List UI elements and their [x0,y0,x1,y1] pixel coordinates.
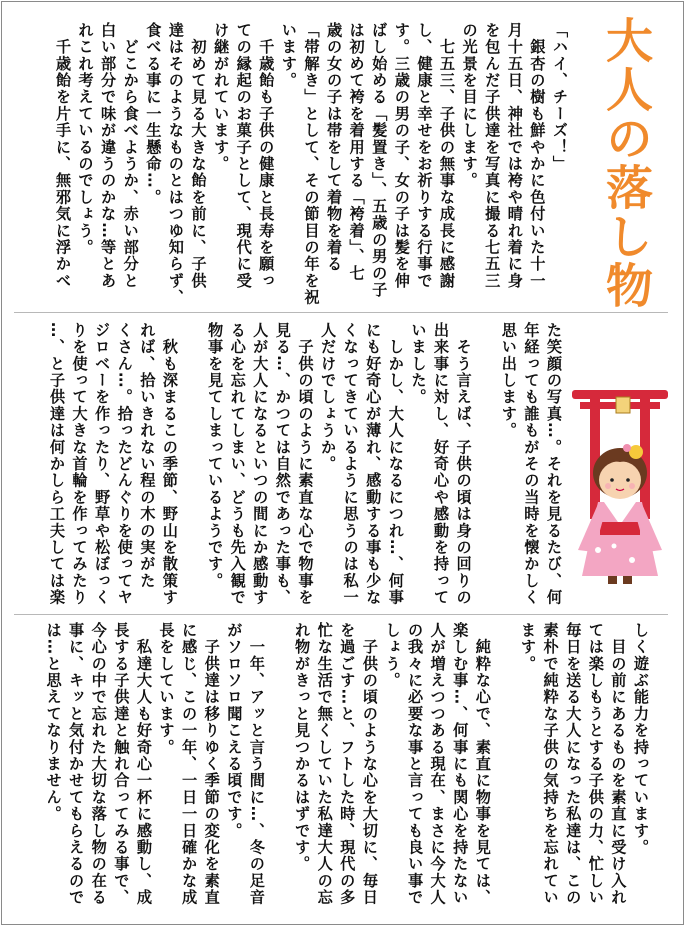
article-line: くさん…。拾ったどんぐりを使ってヤ [115,322,134,606]
article-line: 月十五日、神社では袴や晴れ着に身 [505,22,524,290]
article-line: 千歳飴も子供の健康と長寿を願っ [257,22,276,290]
article-line: ての縁起のお菓子として、現代に受 [234,22,253,290]
article-line: しかし、大人になるにつれ…、何事 [386,322,405,606]
article-line: 「ハイ、チーズ！」 [551,22,569,173]
article-section-2 [45,322,565,607]
article-line: 出来事に対し、好奇心や感動を持って [432,322,451,606]
article-line: 私達大人も好奇心一杯に感動し、成 [134,622,153,906]
article-line: 人が大人になるといつの間にか感動す [251,322,270,606]
article-line: 物事を見てしまっているようです。 [206,322,225,590]
article-line: いました。 [409,322,428,406]
article-line [494,622,517,907]
article-line: ます。 [519,622,538,673]
article-line: くなってきているように思うのは私一 [341,322,360,606]
article-line: りを使って大きな首輪を作ってみたり [70,322,89,606]
article-line: す。三歳の男の子、女の子は髪を伸 [392,22,411,290]
article-line: は初めて袴を着用する「袴着」、七 [347,22,366,282]
page-title: 大人の落し物 [598,16,653,310]
article-line: を包んだ子供達を写真に撮る七五三 [483,22,502,290]
article-line: 目の前にあるものを素直に受け入れ [609,622,628,906]
article-line: 長をしています。 [157,622,176,756]
article-line: る心を忘れてしまい、どうも先入観で [228,322,247,606]
article-line: た笑顔の写真…。それを見るたび、何 [545,322,563,606]
article-line: れ物がきっと見つかるはずです。 [293,622,312,873]
article-line: 銀杏の樹も鮮やかに色付いた十一 [528,22,547,290]
article-line: を過ごす…と、フトした時、現代の多 [338,622,357,906]
article-line: の我々に必要な事と言っても良い事で [406,622,425,906]
article-line: 歳の女の子は帯をして着物を着る [325,22,344,273]
article-line: ては楽しもうとする子供の力、忙しい [586,622,605,906]
article-line: れば、拾いきれない程の木の実がた [138,322,157,590]
article-line: しょう。 [383,622,402,689]
article-line: 純粋な心で、素直に物事を見ては、 [473,622,492,906]
article-line: どこから食べようか、赤い部分と [121,22,140,290]
article-line: 人が増えつつある現在、まさに今大人 [428,622,447,906]
article-line: 「帯解き」として、その節目の年を祝 [302,22,321,306]
article-line: し、健康と幸せをお祈りする行事で [415,22,434,290]
article-line: 七五三、子供の無事な成長に感謝 [438,22,457,290]
article-line: そう言えば、子供の頃は身の回りの [454,322,473,606]
article-line: の光景を目にします。 [460,22,479,189]
article-line: 毎日を送る大人になった私達は、この [564,622,583,906]
article-line: 思い出します。 [499,322,518,439]
article-line: 今心の中で忘れた大切な落し物の在る [89,622,108,906]
section-divider [14,614,668,615]
article-line: 人だけでしょうか。 [319,322,338,473]
article-line: に感じ、この一年、一日一日確かな成 [180,622,199,906]
article-line: 長する子供達と触れ合ってみる事で、 [112,622,131,906]
article-line: …、と子供達は何かしら工夫しては楽 [47,322,66,606]
section-divider [14,312,668,313]
article-line: 事に、キッと気付かせてもらえるので [67,622,86,906]
article-line: がソロソロ聞こえる頃です。 [225,622,244,840]
article-line: 楽しむ事…、何事にも関心を持たない [451,622,470,906]
article-section-1 [51,22,571,307]
article-line: います。 [279,22,298,89]
article-line: ばし始める「髪置き」、五歳の男の子 [370,22,389,299]
article-line: 年経っても誰もがその当時を懐かしく [522,322,541,606]
article-line: 一年、アッと言う間に…、冬の足音 [247,622,266,906]
article-line: 子供の頃のように素直な心で物事を [296,322,315,606]
article-line: しく遊ぶ能力を持っています。 [632,622,650,856]
article-line: 初めて見る大きな飴を前に、子供 [189,22,208,290]
article-line: 忙な生活で無くしていた私達大人の忘 [315,622,334,906]
article-line: 秋も深まるこの季節、野山を散策す [160,322,179,606]
article-line: 食べる事に一生懸命…。 [144,22,163,206]
article-line: 見る…、かつては自然であった事も、 [273,322,292,606]
article-line [181,322,204,607]
article-section-3 [42,622,652,907]
article-line [475,322,498,607]
article-line: 達はそのようなものとはつゆ知らず、 [166,22,185,306]
article-line: 素朴で純粋な子供の気持ちを忘れてい [541,622,560,906]
article-line: 白い部分で味が違うのかな…等とあ [99,22,118,290]
shichigosan-girl-illustration [570,380,670,595]
article-line: 千歳飴を片手に、無邪気に浮かべ [53,22,72,290]
article-line: れこれ考えているのでしょう。 [76,22,95,256]
article-line: け継がれています。 [212,22,231,173]
article-line: にも好奇心が薄れ、感動する事も少な [364,322,383,606]
article-line [268,622,291,907]
article-line: は…と思えてなりません。 [44,622,63,823]
article-line: 子供の頃のような心を大切に、毎日 [360,622,379,906]
article-line: ジロベーを作ったり、野草や松ぼっく [93,322,112,606]
article-line: 子供達は移りゆく季節の変化を素直 [202,622,221,906]
